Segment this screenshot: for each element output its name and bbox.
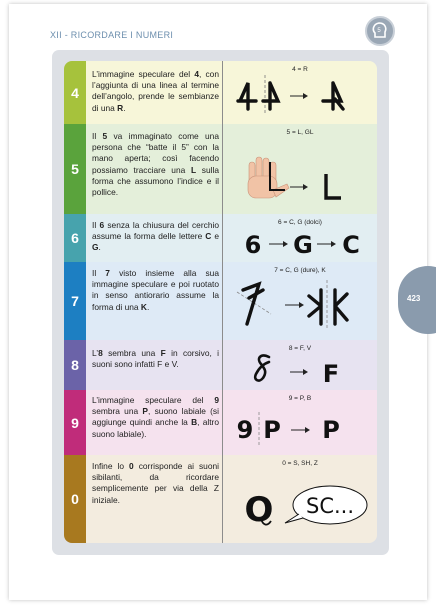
hand-icon xyxy=(248,157,289,198)
svg-text:SC...: SC... xyxy=(305,494,355,518)
mnemonic-drawing xyxy=(223,61,377,124)
row-number: 9 xyxy=(64,390,86,455)
svg-text:F: F xyxy=(322,360,340,388)
row-visual xyxy=(222,390,377,455)
row-visual xyxy=(222,455,377,543)
mnemonic-drawing xyxy=(223,340,377,390)
row-description: L’8 sembra una F in corsivo, i suoni sono infatti F e V. xyxy=(86,340,222,390)
svg-text:P: P xyxy=(322,416,340,444)
row-description: Il 6 senza la chiusura del cerchio assume la forma delle lettere C e G. xyxy=(86,214,222,262)
svg-text:5: 5 xyxy=(377,28,381,34)
row-number: 8 xyxy=(64,340,86,390)
mnemonic-drawing xyxy=(223,390,377,455)
row-description: L’immagine speculare del 9 sembra una P, suono labiale (si aggiunge quindi anche la B, altro suono labiale). xyxy=(86,390,222,455)
row-visual xyxy=(222,61,377,124)
svg-text:O: O xyxy=(244,490,274,530)
letter-code: 6 = C, G (dolci) xyxy=(278,219,322,226)
row-visual xyxy=(222,340,377,390)
section-header: XII - RICORDARE I NUMERI xyxy=(50,30,174,40)
table-row-8 xyxy=(64,340,377,390)
letter-code: 5 = L, GL xyxy=(286,129,314,136)
row-number: 7 xyxy=(64,262,86,340)
table-row-5 xyxy=(64,124,377,214)
row-visual xyxy=(222,214,377,262)
row-description: Il 5 va immaginato come una persona che “batte il 5” con la mano aperta; così facendo possiamo tracciare una L sulla forma che assumono l’indice e il pollice. xyxy=(86,124,222,214)
table-row-7 xyxy=(64,262,377,340)
row-number: 5 xyxy=(64,124,86,214)
table-row-9 xyxy=(64,390,377,455)
mnemonic-drawing xyxy=(223,455,377,543)
row-visual xyxy=(222,262,377,340)
table-row-6 xyxy=(64,214,377,262)
numbers-table xyxy=(64,61,377,543)
row-visual xyxy=(222,124,377,214)
svg-text:P: P xyxy=(263,416,281,444)
head-logo-icon xyxy=(365,16,395,46)
svg-text:C: C xyxy=(342,231,360,259)
row-number: 4 xyxy=(64,61,86,124)
mnemonic-drawing xyxy=(223,214,377,262)
letter-code: 9 = P, B xyxy=(288,395,312,402)
mnemonic-drawing xyxy=(223,262,377,340)
letter-code: 0 = S, SH, Z xyxy=(282,460,318,467)
row-number: 6 xyxy=(64,214,86,262)
mnemonic-drawing xyxy=(223,124,377,214)
letter-code: 7 = C, G (dure), K xyxy=(274,267,326,274)
table-row-4 xyxy=(64,61,377,124)
row-description: Infine lo 0 corrisponde ai suoni sibilanti, da ricordare semplicemente per via della Z iniziale. xyxy=(86,455,222,543)
table-row-0 xyxy=(64,455,377,543)
row-description: Il 7 visto insieme alla sua immagine speculare e poi ruotato in senso antiorario assume la forma di una K. xyxy=(86,262,222,340)
svg-text:9: 9 xyxy=(236,416,254,444)
letter-code: 4 = R xyxy=(292,66,308,73)
svg-text:G: G xyxy=(293,231,313,259)
row-number: 0 xyxy=(64,455,86,543)
page-number: 423 xyxy=(407,294,421,303)
letter-code: 8 = F, V xyxy=(288,345,312,352)
svg-text:6: 6 xyxy=(244,231,262,259)
row-description: L’immagine speculare del 4, con l’aggiunta di una linea al termine dell’angolo, prende le sembianze di una R. xyxy=(86,61,222,124)
